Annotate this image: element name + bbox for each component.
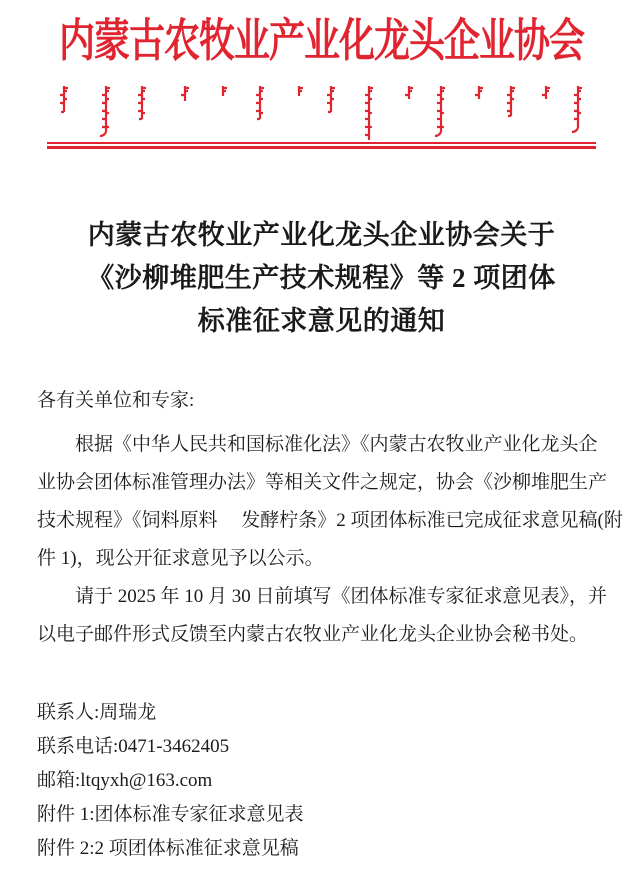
contact-person-line: 联系人:周瑞龙 [37, 702, 157, 723]
para1-line-2: 业协会团体标准管理办法》等相关文件之规定，协会《沙柳堆肥生产 [37, 472, 608, 493]
doc-title-line-3: 标准征求意见的通知 [197, 306, 446, 336]
mongolian-script-text [0, 84, 643, 140]
attachment-2-line: 附件 2:2 项团体标准征求意见稿 [37, 838, 299, 859]
contact-email-line: 邮箱:ltqyxh@163.com [37, 770, 213, 791]
paragraph-1 [37, 426, 623, 578]
org-name-header: 内蒙古农牧业产业化龙头企业协会 [58, 15, 584, 67]
para1-line-3: 技术规程》《饲料原料 发酵柠条》2 项团体标准已完成征求意见稿(附 [37, 510, 623, 531]
doc-title-line-2: 《沙柳堆肥生产技术规程》等 2 项团体 [87, 263, 556, 293]
red-divider-line [47, 142, 596, 149]
doc-title [0, 214, 643, 343]
contact-phone-line: 联系电话:0471-3462405 [37, 736, 230, 757]
para2-line-1: 请于 2025 年 10 月 30 日前填写《团体标准专家征求意见表》，并 [75, 586, 608, 607]
paragraph-2 [37, 578, 609, 654]
para1-line-1: 根据《中华人民共和国标准化法》《内蒙古农牧业产业化龙头企 [75, 434, 598, 455]
para2-line-2: 以电子邮件形式反馈至内蒙古农牧业产业化龙头企业协会秘书处。 [37, 624, 589, 645]
salutation: 各有关单位和专家: [37, 390, 195, 411]
contact-block [37, 696, 609, 866]
attachment-1-line: 附件 1:团体标准专家征求意见表 [37, 804, 304, 825]
body-text [37, 382, 623, 654]
doc-title-line-1: 内蒙古农牧业产业化龙头企业协会关于 [87, 220, 556, 250]
para1-line-4: 件 1)，现公开征求意见予以公示。 [37, 548, 324, 569]
